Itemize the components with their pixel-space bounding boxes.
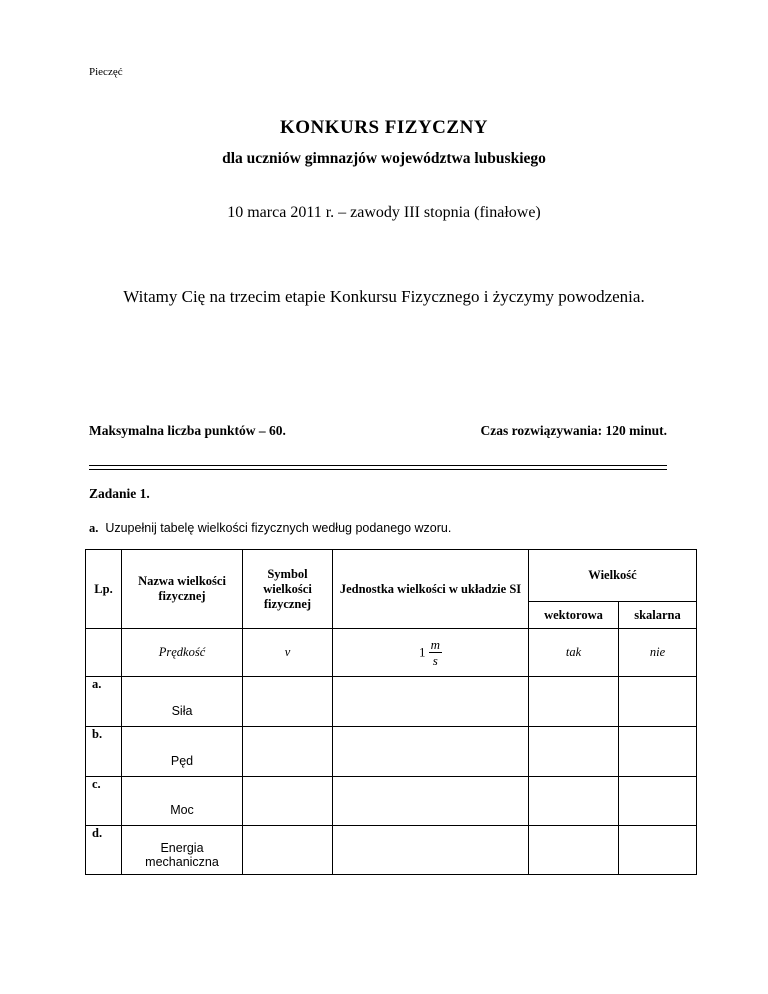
header-lp: Lp.: [86, 550, 122, 629]
task-part-label: a.: [89, 521, 99, 535]
header-scalar: skalarna: [619, 602, 697, 629]
row-scalar-cell[interactable]: [619, 677, 697, 727]
row-name: Moc: [122, 777, 243, 826]
divider-bottom: [89, 469, 667, 470]
row-vector-cell[interactable]: [529, 826, 619, 875]
example-unit-den: s: [432, 653, 438, 668]
header-vector: wektorowa: [529, 602, 619, 629]
task-instruction-text: Uzupełnij tabelę wielkości fizycznych według podanego wzoru.: [105, 521, 452, 535]
example-vector: tak: [529, 629, 619, 677]
row-symbol-cell[interactable]: [243, 727, 333, 777]
row-vector-cell[interactable]: [529, 677, 619, 727]
row-unit-cell[interactable]: [333, 826, 529, 875]
time-limit: Czas rozwiązywania: 120 minut.: [480, 423, 667, 438]
example-unit-fraction: [429, 637, 442, 668]
row-lp: a.: [86, 677, 122, 727]
row-vector-cell[interactable]: [529, 777, 619, 826]
row-symbol-cell[interactable]: [243, 677, 333, 727]
header-kind: Wielkość: [529, 550, 697, 602]
row-name: Energia mechaniczna: [122, 826, 243, 875]
contest-subtitle: dla uczniów gimnazjów województwa lubuskiego: [222, 150, 546, 167]
example-scalar: nie: [619, 629, 697, 677]
example-lp: [86, 629, 122, 677]
example-unit-num: m: [430, 637, 440, 652]
row-scalar-cell[interactable]: [619, 826, 697, 875]
example-unit: [333, 629, 529, 677]
table-row: [86, 826, 697, 875]
row-unit-cell[interactable]: [333, 777, 529, 826]
table-row: [86, 727, 697, 777]
task-instruction: [89, 521, 451, 536]
table-row-example: [86, 629, 697, 677]
row-lp: d.: [86, 826, 122, 875]
contest-title: KONKURS FIZYCZNY: [279, 117, 489, 138]
max-points: Maksymalna liczba punktów – 60.: [89, 423, 286, 438]
header-symbol: Symbol wielkości fizycznej: [243, 550, 333, 629]
row-symbol-cell[interactable]: [243, 777, 333, 826]
table-row: [86, 777, 697, 826]
header-name: Nazwa wielkości fizycznej: [122, 550, 243, 629]
row-unit-cell[interactable]: [333, 727, 529, 777]
example-name: Prędkość: [122, 629, 243, 677]
example-unit-coef: 1: [418, 644, 426, 660]
row-name: Pęd: [122, 727, 243, 777]
welcome-text: Witamy Cię na trzecim etapie Konkursu Fizycznego i życzymy powodzenia.: [123, 287, 645, 306]
row-scalar-cell[interactable]: [619, 727, 697, 777]
row-lp: c.: [86, 777, 122, 826]
row-scalar-cell[interactable]: [619, 777, 697, 826]
example-symbol: v: [243, 629, 333, 677]
row-symbol-cell[interactable]: [243, 826, 333, 875]
row-unit-cell[interactable]: [333, 677, 529, 727]
row-vector-cell[interactable]: [529, 727, 619, 777]
quantities-table: [85, 549, 697, 875]
stamp-label: Pieczęć: [89, 66, 123, 78]
row-name: Siła: [122, 677, 243, 727]
row-lp: b.: [86, 727, 122, 777]
table-row: [86, 677, 697, 727]
task-title: Zadanie 1.: [89, 486, 150, 501]
date-line: 10 marca 2011 r. – zawody III stopnia (finałowe): [227, 204, 541, 221]
header-unit: Jednostka wielkości w układzie SI: [333, 550, 529, 629]
divider-top: [89, 465, 667, 466]
